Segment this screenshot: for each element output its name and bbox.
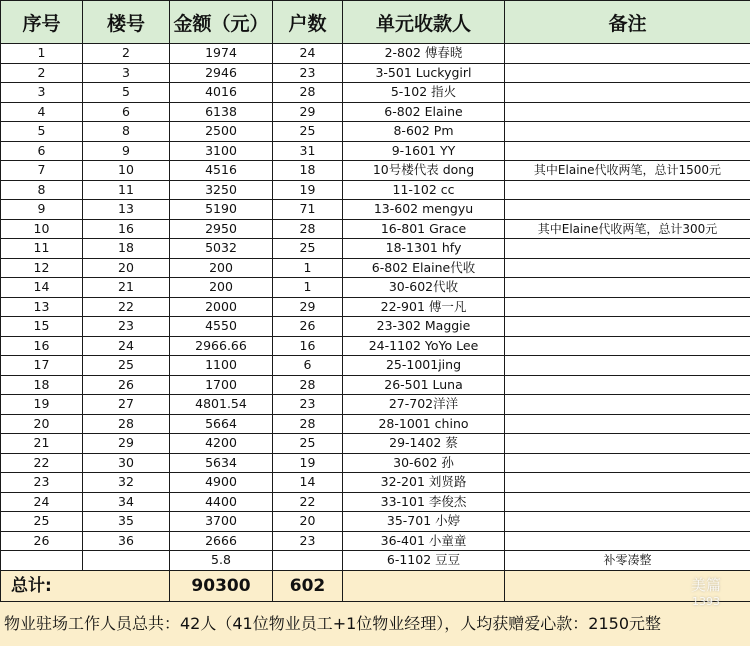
table-row bbox=[1, 180, 750, 200]
table-row bbox=[1, 453, 750, 473]
cell-collector: 8-602 Pm bbox=[343, 122, 505, 142]
cell-note bbox=[505, 492, 750, 512]
cell-note bbox=[505, 473, 750, 493]
cell-households: 29 bbox=[273, 297, 343, 317]
cell-no: 19 bbox=[1, 395, 83, 415]
header-collector: 单元收款人 bbox=[343, 1, 505, 44]
footer-summary: 物业驻场工作人员总共：42人（41位物业员工+1位物业经理），人均获赠爱心款：2150元整 bbox=[0, 601, 750, 646]
cell-note bbox=[505, 200, 750, 220]
cell-no: 17 bbox=[1, 356, 83, 376]
cell-collector: 36-401 小童童 bbox=[343, 531, 505, 551]
cell-building: 10 bbox=[83, 161, 170, 181]
cell-collector: 23-302 Maggie bbox=[343, 317, 505, 337]
cell-no: 15 bbox=[1, 317, 83, 337]
cell-amount: 3250 bbox=[170, 180, 273, 200]
cell-note bbox=[505, 453, 750, 473]
total-households: 602 bbox=[273, 570, 343, 601]
table-row bbox=[1, 122, 750, 142]
table-row bbox=[1, 492, 750, 512]
table-row bbox=[1, 161, 750, 181]
cell-building: 13 bbox=[83, 200, 170, 220]
cell-households: 20 bbox=[273, 512, 343, 532]
cell-households: 19 bbox=[273, 453, 343, 473]
header-note: 备注 bbox=[505, 1, 750, 44]
cell-households: 19 bbox=[273, 180, 343, 200]
cell-building: 22 bbox=[83, 297, 170, 317]
cell-households: 22 bbox=[273, 492, 343, 512]
cell-no: 12 bbox=[1, 258, 83, 278]
cell-amount: 1974 bbox=[170, 44, 273, 64]
cell-no: 7 bbox=[1, 161, 83, 181]
table-row bbox=[1, 219, 750, 239]
cell-note bbox=[505, 44, 750, 64]
cell-amount: 2966.66 bbox=[170, 336, 273, 356]
cell-collector: 22-901 傅一凡 bbox=[343, 297, 505, 317]
cell-no: 11 bbox=[1, 239, 83, 259]
cell-note bbox=[505, 375, 750, 395]
cell-amount: 4400 bbox=[170, 492, 273, 512]
cell-collector: 16-801 Grace bbox=[343, 219, 505, 239]
cell-households: 23 bbox=[273, 395, 343, 415]
cell-building: 8 bbox=[83, 122, 170, 142]
cell-households: 1 bbox=[273, 278, 343, 298]
cell-building: 29 bbox=[83, 434, 170, 454]
cell-amount: 3700 bbox=[170, 512, 273, 532]
cell-households: 25 bbox=[273, 434, 343, 454]
cell-collector: 35-701 小婷 bbox=[343, 512, 505, 532]
table-row bbox=[1, 200, 750, 220]
cell-collector: 3-501 Luckygirl bbox=[343, 63, 505, 83]
header-households: 户数 bbox=[273, 1, 343, 44]
cell-no: 18 bbox=[1, 375, 83, 395]
cell-collector: 9-1601 YY bbox=[343, 141, 505, 161]
cell-collector: 33-101 李俊杰 bbox=[343, 492, 505, 512]
cell-collector: 18-1301 hfy bbox=[343, 239, 505, 259]
cell-households: 1 bbox=[273, 258, 343, 278]
cell-no: 5 bbox=[1, 122, 83, 142]
table-row bbox=[1, 239, 750, 259]
table-row bbox=[1, 278, 750, 298]
cell-amount: 4900 bbox=[170, 473, 273, 493]
cell-households: 29 bbox=[273, 102, 343, 122]
table-row bbox=[1, 395, 750, 415]
cell-collector: 30-602代收 bbox=[343, 278, 505, 298]
cell-amount: 4516 bbox=[170, 161, 273, 181]
cell-no: 14 bbox=[1, 278, 83, 298]
cell-amount: 6138 bbox=[170, 102, 273, 122]
cell-no: 25 bbox=[1, 512, 83, 532]
total-amount: 90300 bbox=[170, 570, 273, 601]
cell-no: 16 bbox=[1, 336, 83, 356]
header-building: 楼号 bbox=[83, 1, 170, 44]
cell-note bbox=[505, 239, 750, 259]
cell-amount: 5664 bbox=[170, 414, 273, 434]
extra-row bbox=[1, 551, 750, 571]
header-no: 序号 bbox=[1, 1, 83, 44]
table-row bbox=[1, 44, 750, 64]
cell-no: 1 bbox=[1, 44, 83, 64]
cell-households: 14 bbox=[273, 473, 343, 493]
cell-building: 23 bbox=[83, 317, 170, 337]
table-row bbox=[1, 102, 750, 122]
cell-collector: 6-802 Elaine bbox=[343, 102, 505, 122]
cell-no: 8 bbox=[1, 180, 83, 200]
table-row bbox=[1, 336, 750, 356]
cell-households: 18 bbox=[273, 161, 343, 181]
cell-building: 2 bbox=[83, 44, 170, 64]
header-row bbox=[1, 1, 750, 44]
table-row bbox=[1, 297, 750, 317]
cell-households: 28 bbox=[273, 83, 343, 103]
cell-note bbox=[505, 336, 750, 356]
cell-no: 21 bbox=[1, 434, 83, 454]
cell-note: 其中Elaine代收两笔，总计1500元 bbox=[505, 161, 750, 181]
cell-building: 28 bbox=[83, 414, 170, 434]
cell-households: 25 bbox=[273, 122, 343, 142]
cell-building: 26 bbox=[83, 375, 170, 395]
header-amount: 金额（元） bbox=[170, 1, 273, 44]
extra-collector: 6-1102 豆豆 bbox=[343, 551, 505, 571]
table-row bbox=[1, 414, 750, 434]
cell-collector: 25-1001jing bbox=[343, 356, 505, 376]
cell-amount: 1100 bbox=[170, 356, 273, 376]
cell-collector: 5-102 指火 bbox=[343, 83, 505, 103]
cell-amount: 5634 bbox=[170, 453, 273, 473]
table-row bbox=[1, 317, 750, 337]
table-row bbox=[1, 531, 750, 551]
cell-building: 3 bbox=[83, 63, 170, 83]
table-row bbox=[1, 356, 750, 376]
extra-note: 补零凑整 bbox=[505, 551, 750, 571]
cell-note bbox=[505, 122, 750, 142]
table-row bbox=[1, 434, 750, 454]
cell-collector: 24-1102 YoYo Lee bbox=[343, 336, 505, 356]
cell-amount: 200 bbox=[170, 278, 273, 298]
cell-amount: 5032 bbox=[170, 239, 273, 259]
cell-note bbox=[505, 512, 750, 532]
cell-no: 9 bbox=[1, 200, 83, 220]
cell-collector: 26-501 Luna bbox=[343, 375, 505, 395]
cell-amount: 5190 bbox=[170, 200, 273, 220]
cell-households: 6 bbox=[273, 356, 343, 376]
extra-amount: 5.8 bbox=[170, 551, 273, 571]
watermark-code: 1393 bbox=[692, 595, 720, 608]
cell-households: 71 bbox=[273, 200, 343, 220]
cell-note bbox=[505, 83, 750, 103]
cell-amount: 4550 bbox=[170, 317, 273, 337]
cell-building: 21 bbox=[83, 278, 170, 298]
cell-no: 10 bbox=[1, 219, 83, 239]
cell-building: 36 bbox=[83, 531, 170, 551]
table-row bbox=[1, 141, 750, 161]
total-collector-empty bbox=[343, 570, 505, 601]
cell-building: 20 bbox=[83, 258, 170, 278]
extra-building bbox=[83, 551, 170, 571]
cell-note bbox=[505, 258, 750, 278]
cell-note bbox=[505, 141, 750, 161]
cell-collector: 27-702洋洋 bbox=[343, 395, 505, 415]
total-row bbox=[1, 570, 750, 601]
cell-amount: 1700 bbox=[170, 375, 273, 395]
cell-no: 20 bbox=[1, 414, 83, 434]
cell-collector: 6-802 Elaine代收 bbox=[343, 258, 505, 278]
table-row bbox=[1, 258, 750, 278]
cell-no: 26 bbox=[1, 531, 83, 551]
cell-no: 13 bbox=[1, 297, 83, 317]
cell-collector: 13-602 mengyu bbox=[343, 200, 505, 220]
cell-collector: 32-201 刘贤路 bbox=[343, 473, 505, 493]
watermark-brand: 美篇 bbox=[690, 576, 721, 594]
cell-note bbox=[505, 102, 750, 122]
cell-note bbox=[505, 317, 750, 337]
cell-amount: 3100 bbox=[170, 141, 273, 161]
cell-households: 26 bbox=[273, 317, 343, 337]
cell-building: 25 bbox=[83, 356, 170, 376]
cell-households: 31 bbox=[273, 141, 343, 161]
cell-households: 28 bbox=[273, 375, 343, 395]
cell-collector: 2-802 傅春晓 bbox=[343, 44, 505, 64]
cell-building: 11 bbox=[83, 180, 170, 200]
cell-note bbox=[505, 180, 750, 200]
cell-building: 34 bbox=[83, 492, 170, 512]
cell-no: 24 bbox=[1, 492, 83, 512]
cell-amount: 2946 bbox=[170, 63, 273, 83]
cell-note bbox=[505, 414, 750, 434]
cell-households: 24 bbox=[273, 44, 343, 64]
cell-amount: 2950 bbox=[170, 219, 273, 239]
cell-collector: 28-1001 chino bbox=[343, 414, 505, 434]
total-label: 总计: bbox=[1, 570, 170, 601]
table-row bbox=[1, 512, 750, 532]
cell-no: 3 bbox=[1, 83, 83, 103]
cell-amount: 2500 bbox=[170, 122, 273, 142]
extra-households bbox=[273, 551, 343, 571]
table-row bbox=[1, 473, 750, 493]
cell-no: 4 bbox=[1, 102, 83, 122]
cell-households: 16 bbox=[273, 336, 343, 356]
cell-households: 23 bbox=[273, 531, 343, 551]
cell-building: 30 bbox=[83, 453, 170, 473]
cell-amount: 200 bbox=[170, 258, 273, 278]
cell-note bbox=[505, 278, 750, 298]
cell-building: 35 bbox=[83, 512, 170, 532]
cell-note bbox=[505, 531, 750, 551]
cell-collector: 30-602 孙 bbox=[343, 453, 505, 473]
cell-building: 6 bbox=[83, 102, 170, 122]
cell-note bbox=[505, 395, 750, 415]
table-row bbox=[1, 63, 750, 83]
cell-building: 16 bbox=[83, 219, 170, 239]
cell-note bbox=[505, 297, 750, 317]
cell-amount: 4200 bbox=[170, 434, 273, 454]
cell-building: 9 bbox=[83, 141, 170, 161]
extra-no bbox=[1, 551, 83, 571]
cell-amount: 4801.54 bbox=[170, 395, 273, 415]
cell-households: 25 bbox=[273, 239, 343, 259]
cell-note bbox=[505, 356, 750, 376]
cell-collector: 11-102 cc bbox=[343, 180, 505, 200]
cell-building: 32 bbox=[83, 473, 170, 493]
table-row bbox=[1, 375, 750, 395]
cell-households: 28 bbox=[273, 414, 343, 434]
cell-no: 22 bbox=[1, 453, 83, 473]
table-body bbox=[1, 44, 750, 602]
cell-no: 6 bbox=[1, 141, 83, 161]
cell-building: 18 bbox=[83, 239, 170, 259]
cell-households: 28 bbox=[273, 219, 343, 239]
cell-amount: 4016 bbox=[170, 83, 273, 103]
cell-building: 27 bbox=[83, 395, 170, 415]
cell-collector: 10号楼代表 dong bbox=[343, 161, 505, 181]
table-row bbox=[1, 83, 750, 103]
cell-amount: 2666 bbox=[170, 531, 273, 551]
cell-no: 23 bbox=[1, 473, 83, 493]
watermark bbox=[664, 574, 748, 634]
cell-amount: 2000 bbox=[170, 297, 273, 317]
cell-note bbox=[505, 434, 750, 454]
cell-note bbox=[505, 63, 750, 83]
cell-building: 5 bbox=[83, 83, 170, 103]
cell-collector: 29-1402 蔡 bbox=[343, 434, 505, 454]
cell-building: 24 bbox=[83, 336, 170, 356]
cell-households: 23 bbox=[273, 63, 343, 83]
cell-note: 其中Elaine代收两笔，总计300元 bbox=[505, 219, 750, 239]
cell-no: 2 bbox=[1, 63, 83, 83]
